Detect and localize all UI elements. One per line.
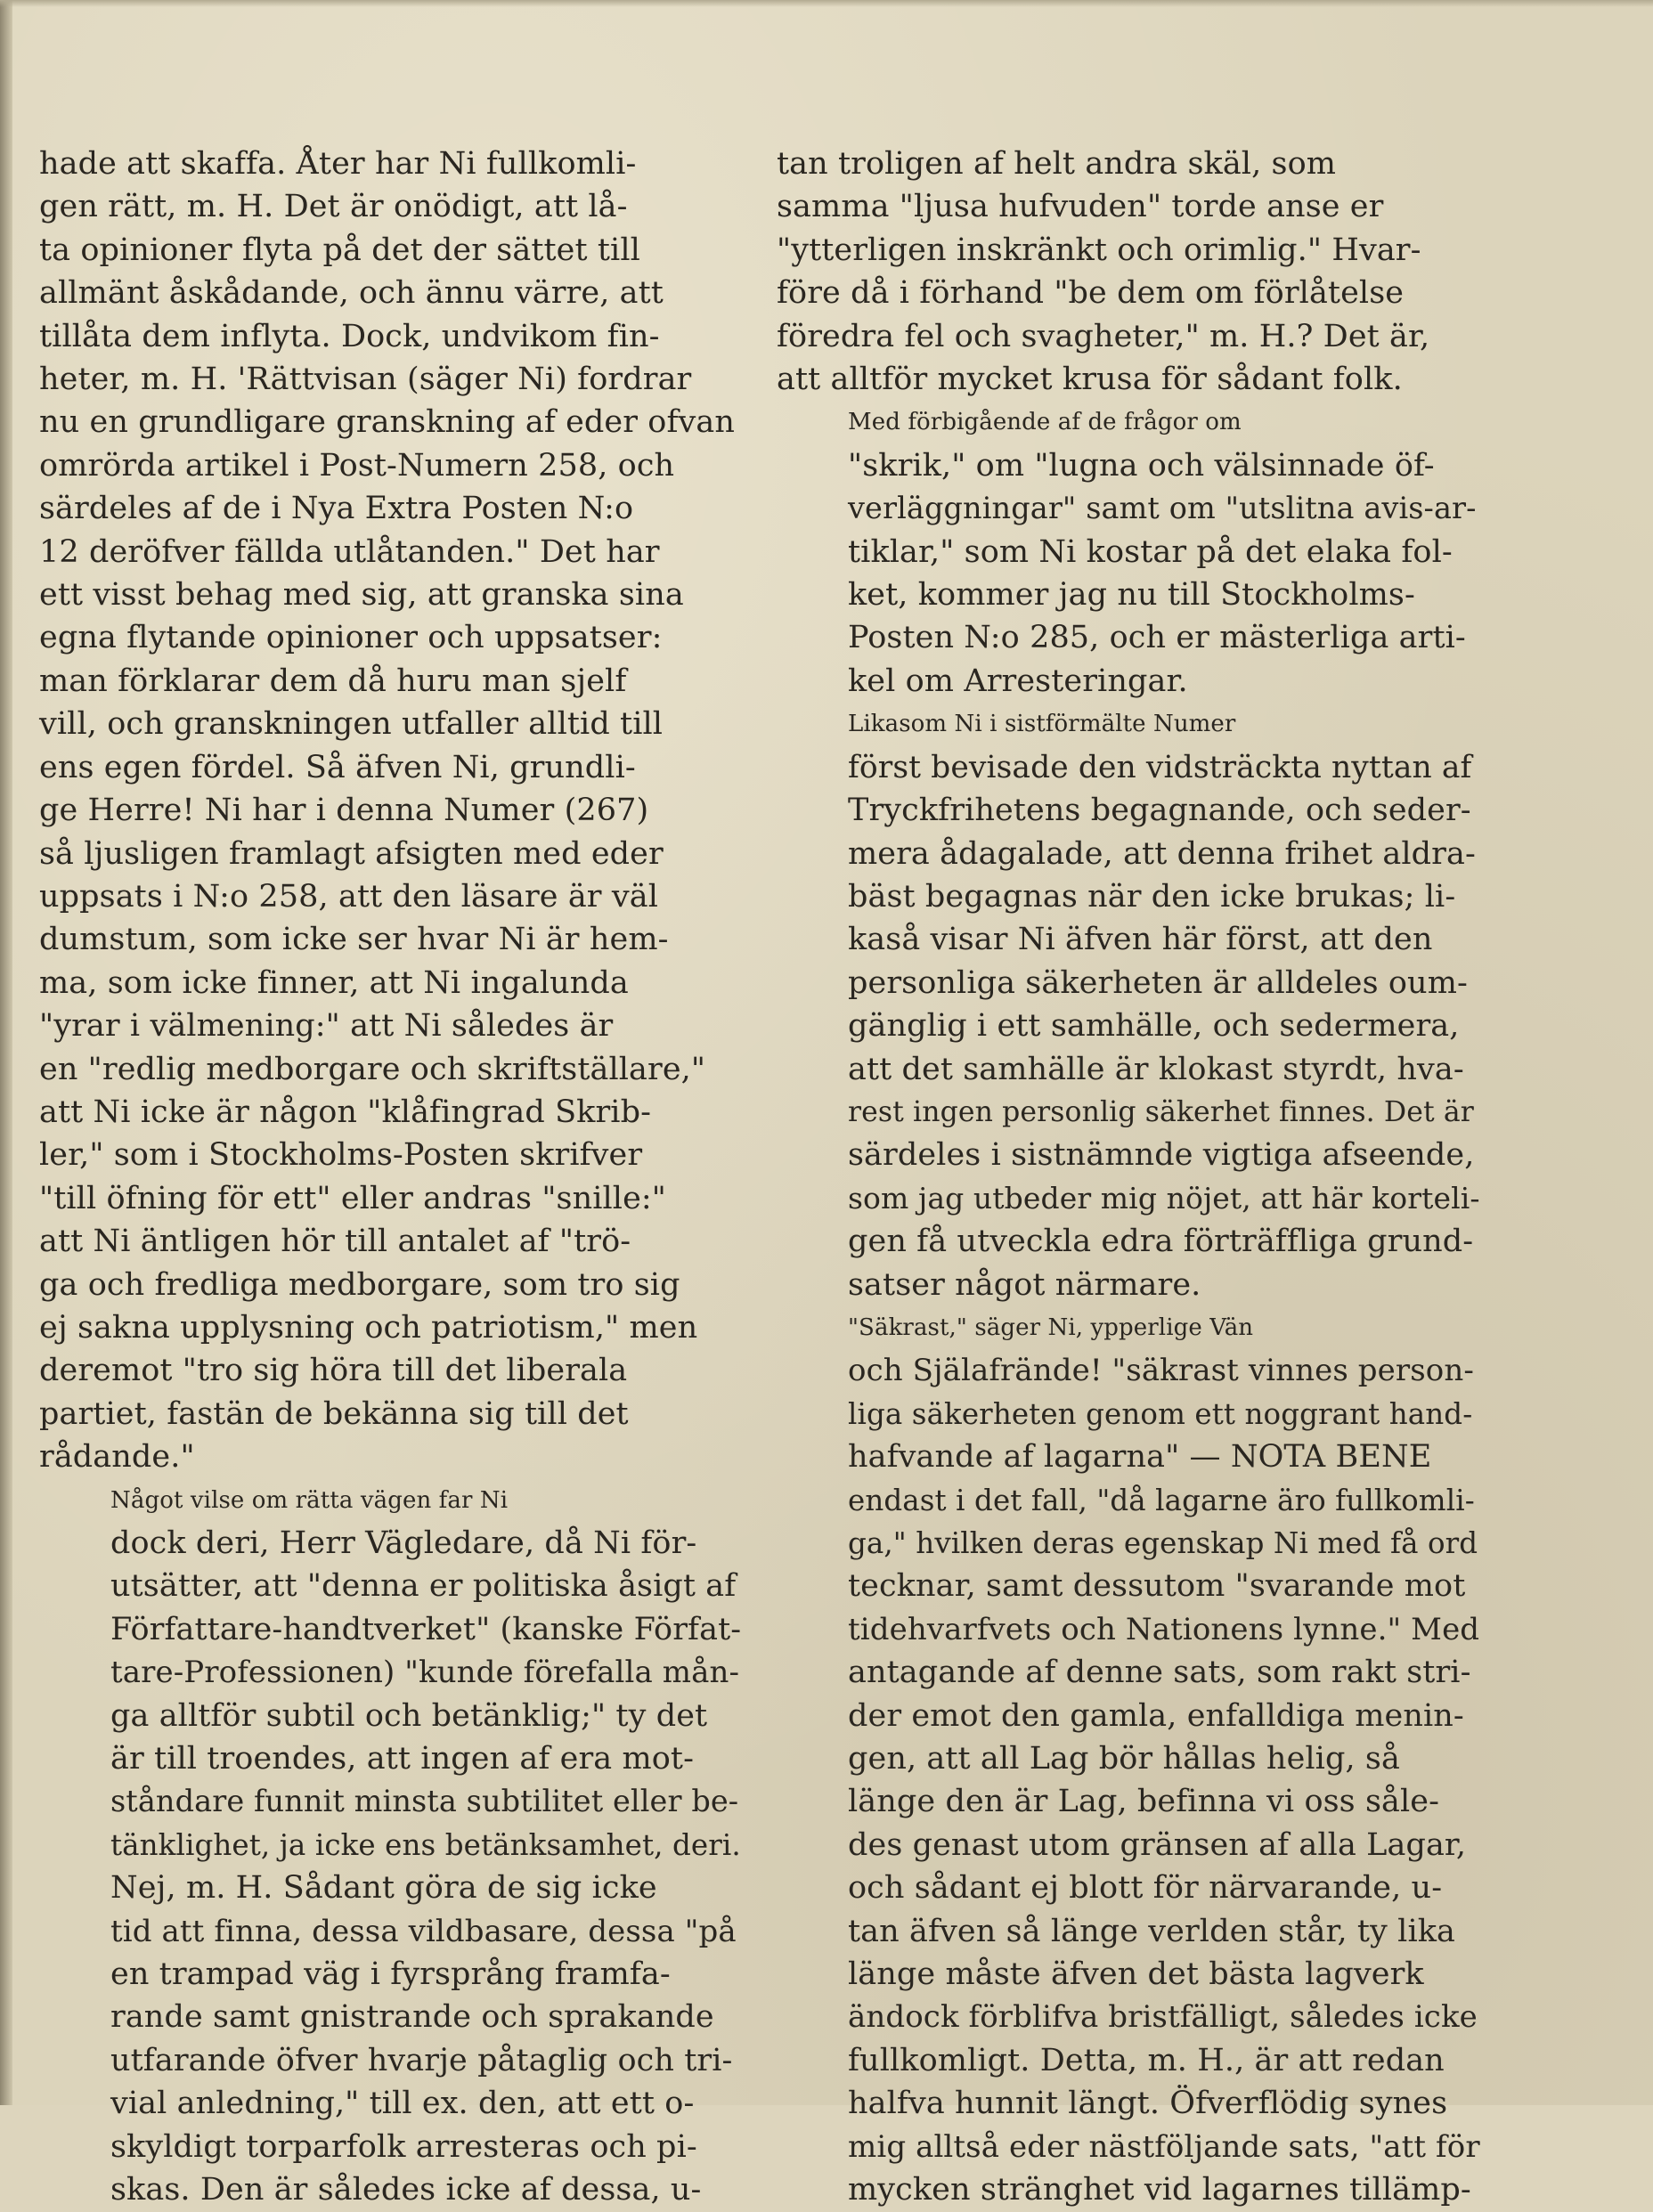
text-line: samma "ljusa hufvuden" torde anse er xyxy=(777,189,1384,225)
text-line: mera ådagalade, att denna frihet aldra- xyxy=(848,835,1476,872)
text-line: partiet, fastän de bekänna sig till det xyxy=(39,1395,629,1432)
text-line: Med förbigående af de frågor om xyxy=(848,409,1242,436)
text-line: man förklarar dem då huru man sjelf xyxy=(39,663,627,699)
text-line: särdeles af de i Nya Extra Posten N:o xyxy=(39,491,634,527)
text-line: liga säkerheten genom ett noggrant hand- xyxy=(848,1396,1473,1431)
text-line: tecknar, samt dessutom "svarande mot xyxy=(848,1568,1466,1605)
text-line: tare-Professionen) "kunde förefalla mån- xyxy=(110,1655,740,1691)
text-line: nu en grundligare granskning af eder ofvan xyxy=(39,404,736,441)
text-line: tänklighet, ja icke ens betänksamhet, deri. xyxy=(110,1827,741,1862)
text-line: utfarande öfver hvarje påtaglig och tri- xyxy=(110,2042,733,2078)
text-line: ma, som icke finner, att Ni ingalunda xyxy=(39,964,629,1001)
text-line: och Själafrände! "säkrast vinnes person- xyxy=(848,1353,1474,1389)
text-line: kaså visar Ni äfven här först, att den xyxy=(848,922,1433,958)
text-line: en trampad väg i fyrsprång framfa- xyxy=(110,1956,671,1993)
text-line: är till troendes, att ingen af era mot- xyxy=(110,1741,695,1777)
text-line: länge måste äfven det bästa lagverk xyxy=(848,1956,1424,1993)
text-line: Författare-handtverket" (kanske Förfat- xyxy=(110,1611,742,1647)
text-line: ga," hvilken deras egenskap Ni med få ord xyxy=(848,1526,1478,1560)
text-line: föredra fel och svagheter," m. H.? Det är, xyxy=(777,318,1430,354)
text-line: dumstum, som icke ser hvar Ni är hem- xyxy=(39,922,669,958)
text-line: gänglig i ett samhälle, och sedermera, xyxy=(848,1008,1460,1045)
text-line: att alltför mycket krusa för sådant folk. xyxy=(777,362,1403,398)
text-line: ståndare funnit minsta subtilitet eller be- xyxy=(110,1784,739,1819)
text-line: som jag utbeder mig nöjet, att här korteli- xyxy=(848,1180,1480,1216)
paragraph xyxy=(777,703,1480,1306)
text-line: der emot den gamla, enfalldiga menin- xyxy=(848,1697,1464,1734)
right-text-column xyxy=(777,142,1480,2208)
text-line: ket, kommer jag nu till Stockholms- xyxy=(848,577,1415,614)
text-line: omrörda artikel i Post-Numern 258, och xyxy=(39,447,675,484)
text-line: att det samhälle är klokast styrdt, hva- xyxy=(848,1051,1464,1087)
text-line: en "redlig medborgare och skriftställare," xyxy=(39,1051,706,1087)
text-line: antagande af denne sats, som rakt stri- xyxy=(848,1655,1471,1691)
text-line: endast i det fall, "då lagarne äro fullkomli- xyxy=(848,1483,1475,1517)
text-line: ga och fredliga medborgare, som tro sig xyxy=(39,1266,680,1303)
text-line: dock deri, Herr Vägledare, då Ni för- xyxy=(110,1525,697,1561)
page-binding-edge xyxy=(0,0,12,2105)
text-line: ens egen fördel. Så äfven Ni, grundli- xyxy=(39,749,636,785)
left-text-column xyxy=(39,142,743,2208)
text-line: verläggningar" samt om "utslitna avis-ar- xyxy=(848,491,1477,526)
text-line: Nej, m. H. Sådant göra de sig icke xyxy=(110,1870,657,1907)
text-line: att Ni icke är någon "klåfingrad Skrib- xyxy=(39,1094,652,1130)
text-line: Posten N:o 285, och er mästerliga arti- xyxy=(848,620,1466,656)
page-top-edge xyxy=(0,0,1653,7)
text-line: des genast utom gränsen af alla Lagar, xyxy=(848,1826,1467,1863)
text-line: vill, och granskningen utfaller alltid till xyxy=(39,706,664,743)
paragraph xyxy=(777,401,1480,703)
text-line: heter, m. H. 'Rättvisan (säger Ni) fordrar xyxy=(39,362,692,398)
text-line: 12 deröfver fällda utlåtanden." Det har xyxy=(39,533,660,570)
text-line: gen få utveckla edra förträffliga grund- xyxy=(848,1224,1474,1260)
text-line: och sådant ej blott för närvarande, u- xyxy=(848,1870,1443,1907)
text-line: "yrar i välmening:" att Ni således är xyxy=(39,1008,614,1045)
text-line: egna flytande opinioner och uppsatser: xyxy=(39,620,663,656)
paragraph xyxy=(777,142,1480,401)
text-line: Likasom Ni i sistförmälte Numer xyxy=(848,711,1236,738)
text-line: mycken stränghet vid lagarnes tillämp- xyxy=(848,2172,1471,2208)
text-line: ge Herre! Ni har i denna Numer (267) xyxy=(39,793,649,829)
text-line: särdeles i sistnämnde vigtiga afseende, xyxy=(848,1137,1475,1174)
text-line: tan äfven så länge verlden står, ty lika xyxy=(848,1913,1456,1949)
text-line: mig alltså eder nästföljande sats, "att för xyxy=(848,2128,1480,2165)
text-line: hafvande af lagarna" — NOTA BENE xyxy=(848,1439,1432,1476)
paragraph xyxy=(39,1479,743,2212)
text-line: kel om Arresteringar. xyxy=(848,663,1188,699)
text-line: halfva hunnit längt. Öfverflödig synes xyxy=(848,2086,1448,2122)
text-line: tidehvarfvets och Nationens lynne." Med xyxy=(848,1611,1480,1647)
paragraph xyxy=(39,142,743,1479)
text-line: länge den är Lag, befinna vi oss såle- xyxy=(848,1784,1440,1820)
text-line: bäst begagnas när den icke brukas; li- xyxy=(848,878,1456,915)
text-line: "till öfning för ett" eller andras "snille:" xyxy=(39,1180,667,1216)
text-line: fullkomligt. Detta, m. H., är att redan xyxy=(848,2042,1445,2078)
text-line: "skrik," om "lugna och välsinnade öf- xyxy=(848,447,1435,484)
text-line: ga alltför subtil och betänklig;" ty det xyxy=(110,1697,708,1734)
text-line: först bevisade den vidsträckta nyttan af xyxy=(848,749,1472,785)
text-line: ta opinioner flyta på det der sättet till xyxy=(39,232,640,268)
text-line: tiklar," som Ni kostar på det elaka fol- xyxy=(848,533,1453,570)
text-line: Tryckfrihetens begagnande, och seder- xyxy=(848,793,1471,829)
text-line: att Ni äntligen hör till antalet af "trö- xyxy=(39,1224,631,1260)
text-line: tan troligen af helt andra skäl, som xyxy=(777,146,1337,182)
text-line: tid att finna, dessa vildbasare, dessa "på xyxy=(110,1913,737,1949)
text-line: tillåta dem inflyta. Dock, undvikom fin- xyxy=(39,318,660,354)
text-line: gen, att all Lag bör hållas helig, så xyxy=(848,1741,1400,1777)
text-line: uppsats i N:o 258, att den läsare är väl xyxy=(39,878,658,915)
text-line: ej sakna upplysning och patriotism," men xyxy=(39,1309,698,1346)
text-line: utsätter, att "denna er politiska åsigt af xyxy=(110,1568,737,1605)
text-line: ändock förblifva bristfälligt, således icke xyxy=(848,1999,1478,2036)
text-line: hade att skaffa. Åter har Ni fullkomli- xyxy=(39,146,637,182)
text-line: skas. Den är således icke af dessa, u- xyxy=(110,2172,702,2208)
text-line: ett visst behag med sig, att granska sina xyxy=(39,577,684,614)
text-line: rest ingen personlig säkerhet finnes. Det är xyxy=(848,1095,1474,1128)
text-line: satser något närmare. xyxy=(848,1266,1201,1303)
text-line: ler," som i Stockholms-Posten skrifver xyxy=(39,1137,643,1174)
text-line: "ytterligen inskränkt och orimlig." Hvar- xyxy=(777,232,1421,268)
text-line: rådande." xyxy=(39,1439,195,1476)
paragraph xyxy=(777,1306,1480,2212)
text-line: vial anledning," till ex. den, att ett o- xyxy=(110,2086,695,2122)
text-line: gen rätt, m. H. Det är onödigt, att lå- xyxy=(39,189,628,225)
text-line: allmänt åskådande, och ännu värre, att xyxy=(39,275,664,312)
text-line: före då i förhand "be dem om förlåtelse xyxy=(777,275,1405,312)
text-line: skyldigt torparfolk arresteras och pi- xyxy=(110,2128,697,2165)
text-line: deremot "tro sig höra till det liberala xyxy=(39,1353,628,1389)
text-line: "Säkrast," säger Ni, ypperlige Vän xyxy=(848,1313,1254,1341)
text-line: så ljusligen framlagt afsigten med eder xyxy=(39,835,664,872)
text-line: personliga säkerheten är alldeles oum- xyxy=(848,964,1468,1001)
text-line: Något vilse om rätta vägen far Ni xyxy=(110,1486,509,1514)
text-line: rande samt gnistrande och sprakande xyxy=(110,1999,714,2036)
